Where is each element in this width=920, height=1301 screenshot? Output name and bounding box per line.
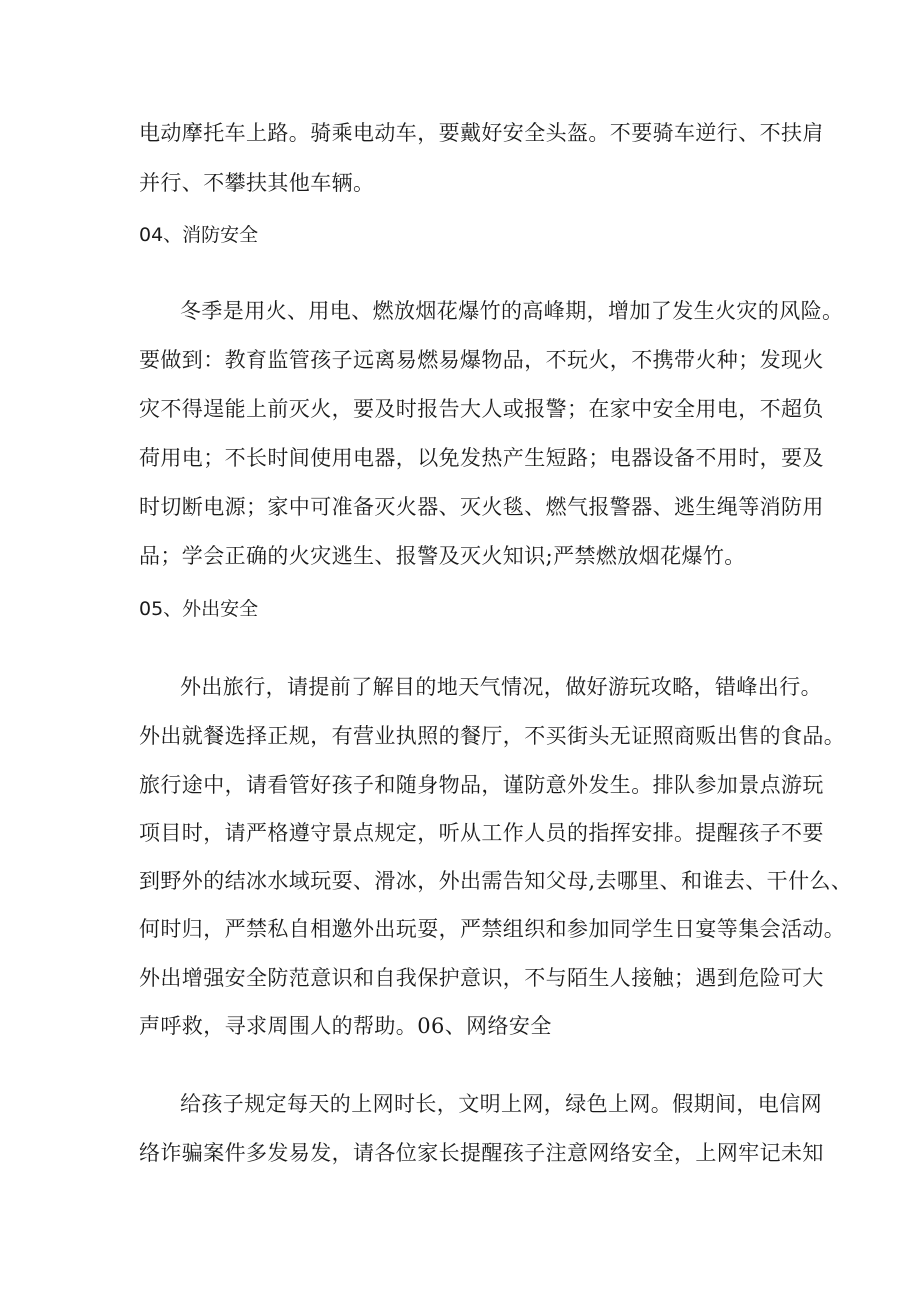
- paragraph-line: 何时归，严禁私自相邀外出玩耍，严禁组织和参加同学生日宴等集会活动。: [139, 917, 846, 941]
- paragraph-line: 到野外的结冰水域玩耍、滑冰，外出需告知父母,去哪里、和谁去、干什么、: [139, 869, 853, 893]
- paragraph-line: 并行、不攀扶其他车辆。: [139, 171, 375, 195]
- paragraph-line: 时切断电源；家中可准备灭火器、灭火毯、燃气报警器、逃生绳等消防用: [139, 495, 824, 519]
- paragraph-line: 灾不得逞能上前灭火，要及时报告大人或报警；在家中安全用电，不超负: [139, 397, 824, 421]
- paragraph-line: 要做到：教育监管孩子远离易燃易爆物品，不玩火，不携带火种；发现火: [139, 348, 824, 372]
- paragraph-line: 外出就餐选择正规，有营业执照的餐厅，不买街头无证照商贩出售的食品。: [139, 724, 846, 748]
- section-heading-outing-safety: 05、外出安全: [139, 598, 259, 620]
- paragraph-line: 络诈骗案件多发易发，请各位家长提醒孩子注意网络安全，上网牢记未知: [139, 1141, 824, 1165]
- paragraph-line: 给孩子规定每天的上网时长，文明上网，绿色上网。假期间，电信网: [180, 1092, 822, 1116]
- paragraph-line: 品；学会正确的火灾逃生、报警及灭火知识;严禁燃放烟花爆竹。: [139, 544, 746, 568]
- paragraph-line: 荷用电；不长时间使用电器，以免发热产生短路；电器设备不用时，要及: [139, 446, 824, 470]
- paragraph-line: 旅行途中，请看管好孩子和随身物品，谨防意外发生。排队参加景点游玩: [139, 773, 824, 797]
- paragraph-line: 电动摩托车上路。骑乘电动车，要戴好安全头盔。不要骑车逆行、不扶肩: [139, 121, 824, 145]
- paragraph-line: 冬季是用火、用电、燃放烟花爆竹的高峰期，增加了发生火灾的风险。: [180, 299, 844, 323]
- paragraph-line: 外出增强安全防范意识和自我保护意识，不与陌生人接触；遇到危险可大: [139, 966, 824, 990]
- paragraph-line: 项目时，请严格遵守景点规定，听从工作人员的指挥安排。提醒孩子不要: [139, 821, 824, 845]
- paragraph-line: 声呼救，寻求周围人的帮助。06、网络安全: [139, 1014, 552, 1038]
- paragraph-line: 外出旅行，请提前了解目的地天气情况，做好游玩攻略，错峰出行。: [180, 675, 822, 699]
- section-heading-fire-safety: 04、消防安全: [139, 224, 259, 246]
